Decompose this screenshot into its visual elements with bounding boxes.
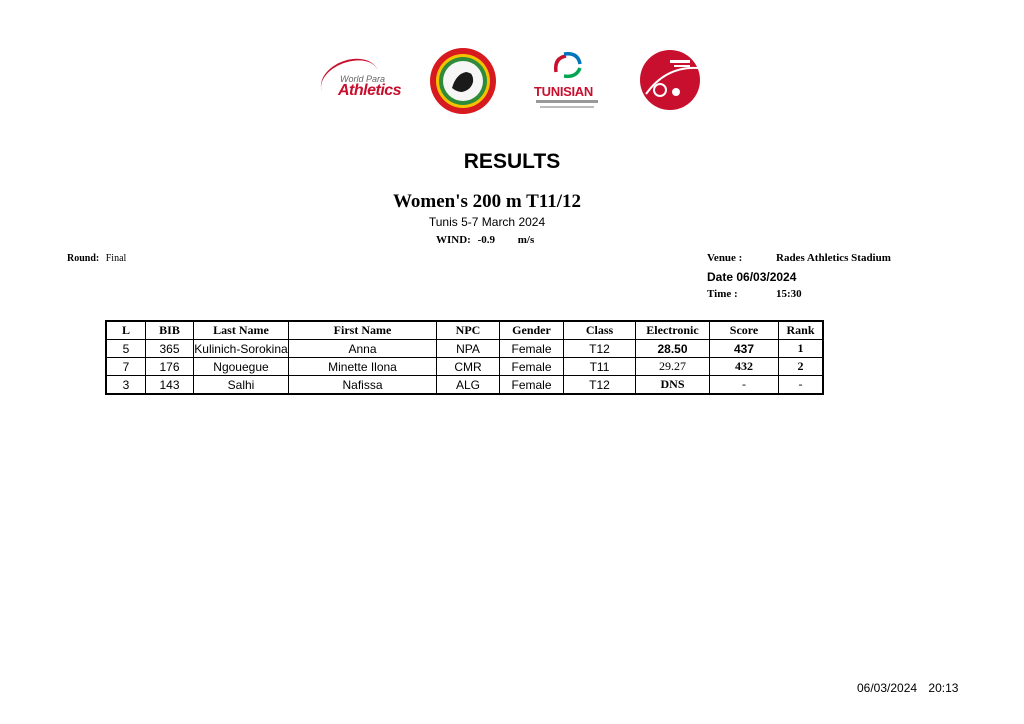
results-table xyxy=(105,320,824,395)
logo-subtext-bar xyxy=(536,100,598,103)
round-label: Round: xyxy=(67,253,100,264)
cell-gender: Female xyxy=(500,340,564,358)
federation-emblem-logo xyxy=(428,46,498,116)
cell-score: - xyxy=(710,376,779,395)
print-timestamp xyxy=(857,681,958,695)
cell-rank: 2 xyxy=(779,358,824,376)
cell-first-name: Anna xyxy=(289,340,437,358)
date-line: Date 06/03/2024 xyxy=(707,270,797,284)
round-info xyxy=(67,253,126,264)
cell-electronic: DNS xyxy=(636,376,710,395)
cell-first-name: Nafissa xyxy=(289,376,437,395)
page-title: RESULTS xyxy=(463,150,561,173)
cell-bib: 143 xyxy=(146,376,194,395)
col-header-electronic: Electronic xyxy=(636,321,710,340)
table-row xyxy=(106,340,823,358)
col-header-bib: BIB xyxy=(146,321,194,340)
cell-last-name: Salhi xyxy=(194,376,289,395)
table-row xyxy=(106,358,823,376)
wind-value: -0.9 xyxy=(477,234,496,246)
logo-text-athletics: Athletics xyxy=(338,82,402,99)
cell-score: 437 xyxy=(710,340,779,358)
col-header-rank: Rank xyxy=(779,321,824,340)
logo-subtext-bar xyxy=(540,106,594,108)
cell-last-name: Kulinich-Sorokina xyxy=(194,341,288,356)
cell-electronic: 29.27 xyxy=(636,358,710,376)
cell-rank: 1 xyxy=(779,340,824,358)
wind-label: WIND: xyxy=(436,234,471,246)
cell-first-name: Minette Ilona xyxy=(289,358,437,376)
venue-label: Venue : xyxy=(707,252,743,264)
cell-class: T12 xyxy=(564,340,636,358)
wind-unit: m/s xyxy=(517,234,535,246)
col-header-lane: L xyxy=(106,321,146,340)
col-header-score: Score xyxy=(710,321,779,340)
col-header-first-name: First Name xyxy=(289,321,437,340)
col-header-last-name: Last Name xyxy=(194,321,289,340)
logo-text-tunisian: TUNISIAN xyxy=(534,84,593,99)
logo-text-world-para: World Para xyxy=(340,74,386,84)
cell-rank: - xyxy=(779,376,824,395)
cell-npc: CMR xyxy=(437,358,500,376)
round-value: Final xyxy=(105,253,127,264)
cell-gender: Female xyxy=(500,358,564,376)
cell-npc: NPA xyxy=(437,340,500,358)
logo-bar xyxy=(0,46,1024,116)
cell-last-name: Ngouegue xyxy=(194,358,289,376)
world-para-athletics-logo xyxy=(312,46,412,116)
cell-bib: 176 xyxy=(146,358,194,376)
print-date: 06/03/2024 xyxy=(857,681,918,695)
cell-electronic: 28.50 xyxy=(636,340,710,358)
col-header-class: Class xyxy=(564,321,636,340)
grand-prix-tunis-logo xyxy=(636,46,706,116)
cell-class: T12 xyxy=(564,376,636,395)
cell-lane: 3 xyxy=(106,376,146,395)
print-time: 20:13 xyxy=(928,681,959,695)
cell-score: 432 xyxy=(710,358,779,376)
table-header-row xyxy=(106,321,823,340)
table-row xyxy=(106,376,823,395)
time-value: 15:30 xyxy=(776,288,802,300)
cell-gender: Female xyxy=(500,376,564,395)
cell-lane: 5 xyxy=(106,340,146,358)
cell-class: T11 xyxy=(564,358,636,376)
event-dates: Tunis 5-7 March 2024 xyxy=(428,215,546,229)
cell-bib: 365 xyxy=(146,340,194,358)
col-header-gender: Gender xyxy=(500,321,564,340)
time-label: Time : xyxy=(707,288,738,300)
col-header-npc: NPC xyxy=(437,321,500,340)
cell-npc: ALG xyxy=(437,376,500,395)
event-title: Women's 200 m T11/12 xyxy=(392,191,582,212)
tunisian-paralympic-logo xyxy=(530,46,606,116)
venue-value: Rades Athletics Stadium xyxy=(776,252,891,264)
agitos-icon xyxy=(550,50,586,80)
cell-lane: 7 xyxy=(106,358,146,376)
wind-reading xyxy=(436,234,534,246)
